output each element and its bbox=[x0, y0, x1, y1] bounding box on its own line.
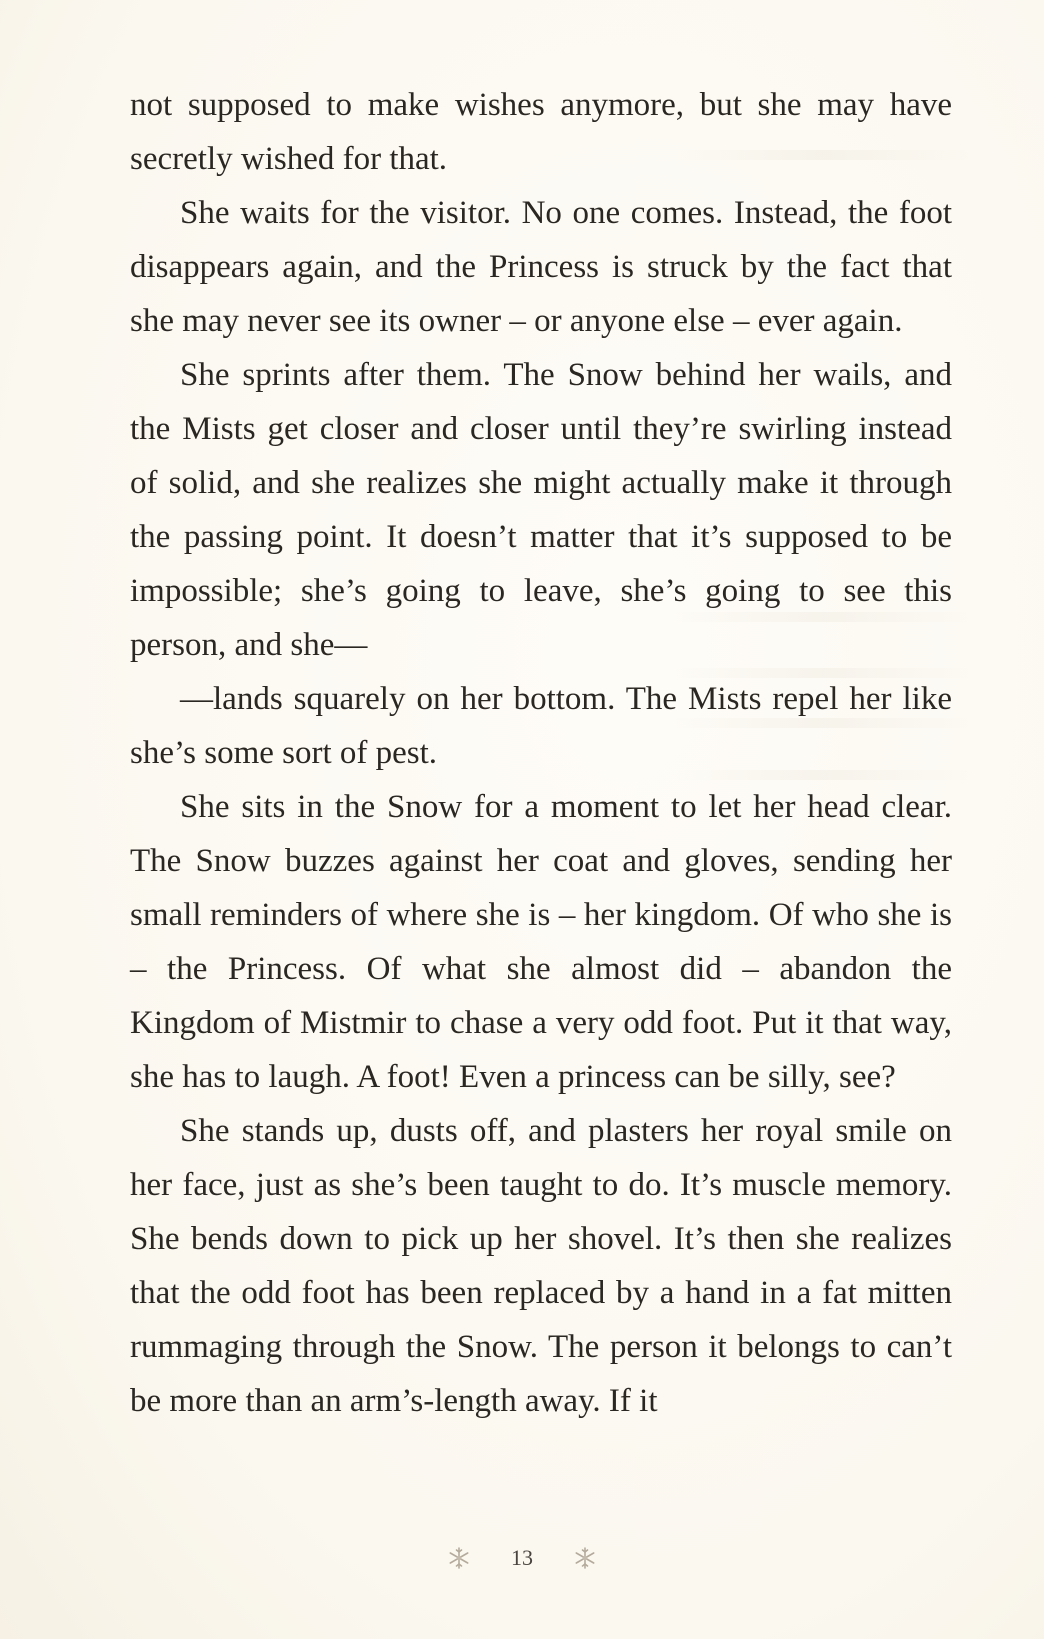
paragraph: —lands squarely on her bottom. The Mists repel her like she’s some sort of pest. bbox=[130, 681, 952, 771]
paragraph: She sits in the Snow for a moment to let her head clear. The Snow buzzes against her coat and gloves, sending her small reminders of where she is – her kingdom. Of who she is – the Princess. Of what she almost did – abandon the Kingdom of Mistmir to chase a very odd foot. Put it that way, she has to laugh. A foot! Even a princess can be silly, see? bbox=[130, 789, 952, 1095]
page-footer bbox=[0, 1540, 1044, 1576]
paragraph: She waits for the visitor. No one comes. Instead, the foot disappears again, and the Princess is struck by the fact that she may never see its owner – or anyone else – ever again. bbox=[130, 195, 952, 339]
paragraph: She stands up, dusts off, and plasters her royal smile on her face, just as she’s been taught to do. It’s muscle memory. She bends down to pick up her shovel. It’s then she realizes that the odd foot has been replaced by a hand in a fat mitten rummaging through the Snow. The person it belongs to can’t be more than an arm’s-length away. If it bbox=[130, 1113, 952, 1419]
paragraph: She sprints after them. The Snow behind her wails, and the Mists get closer and closer until they’re swirling instead of solid, and she realizes she might actually make it through the passing point. It doesn’t matter that it’s supposed to be impossible; she’s going to leave, she’s going to see this person, and she— bbox=[130, 357, 952, 663]
body-text bbox=[130, 78, 952, 1428]
snowflake-icon bbox=[573, 1546, 597, 1570]
page-number: 13 bbox=[511, 1545, 533, 1570]
snowflake-icon bbox=[447, 1546, 471, 1570]
paragraph: not supposed to make wishes anymore, but she may have secretly wished for that. bbox=[130, 87, 952, 177]
